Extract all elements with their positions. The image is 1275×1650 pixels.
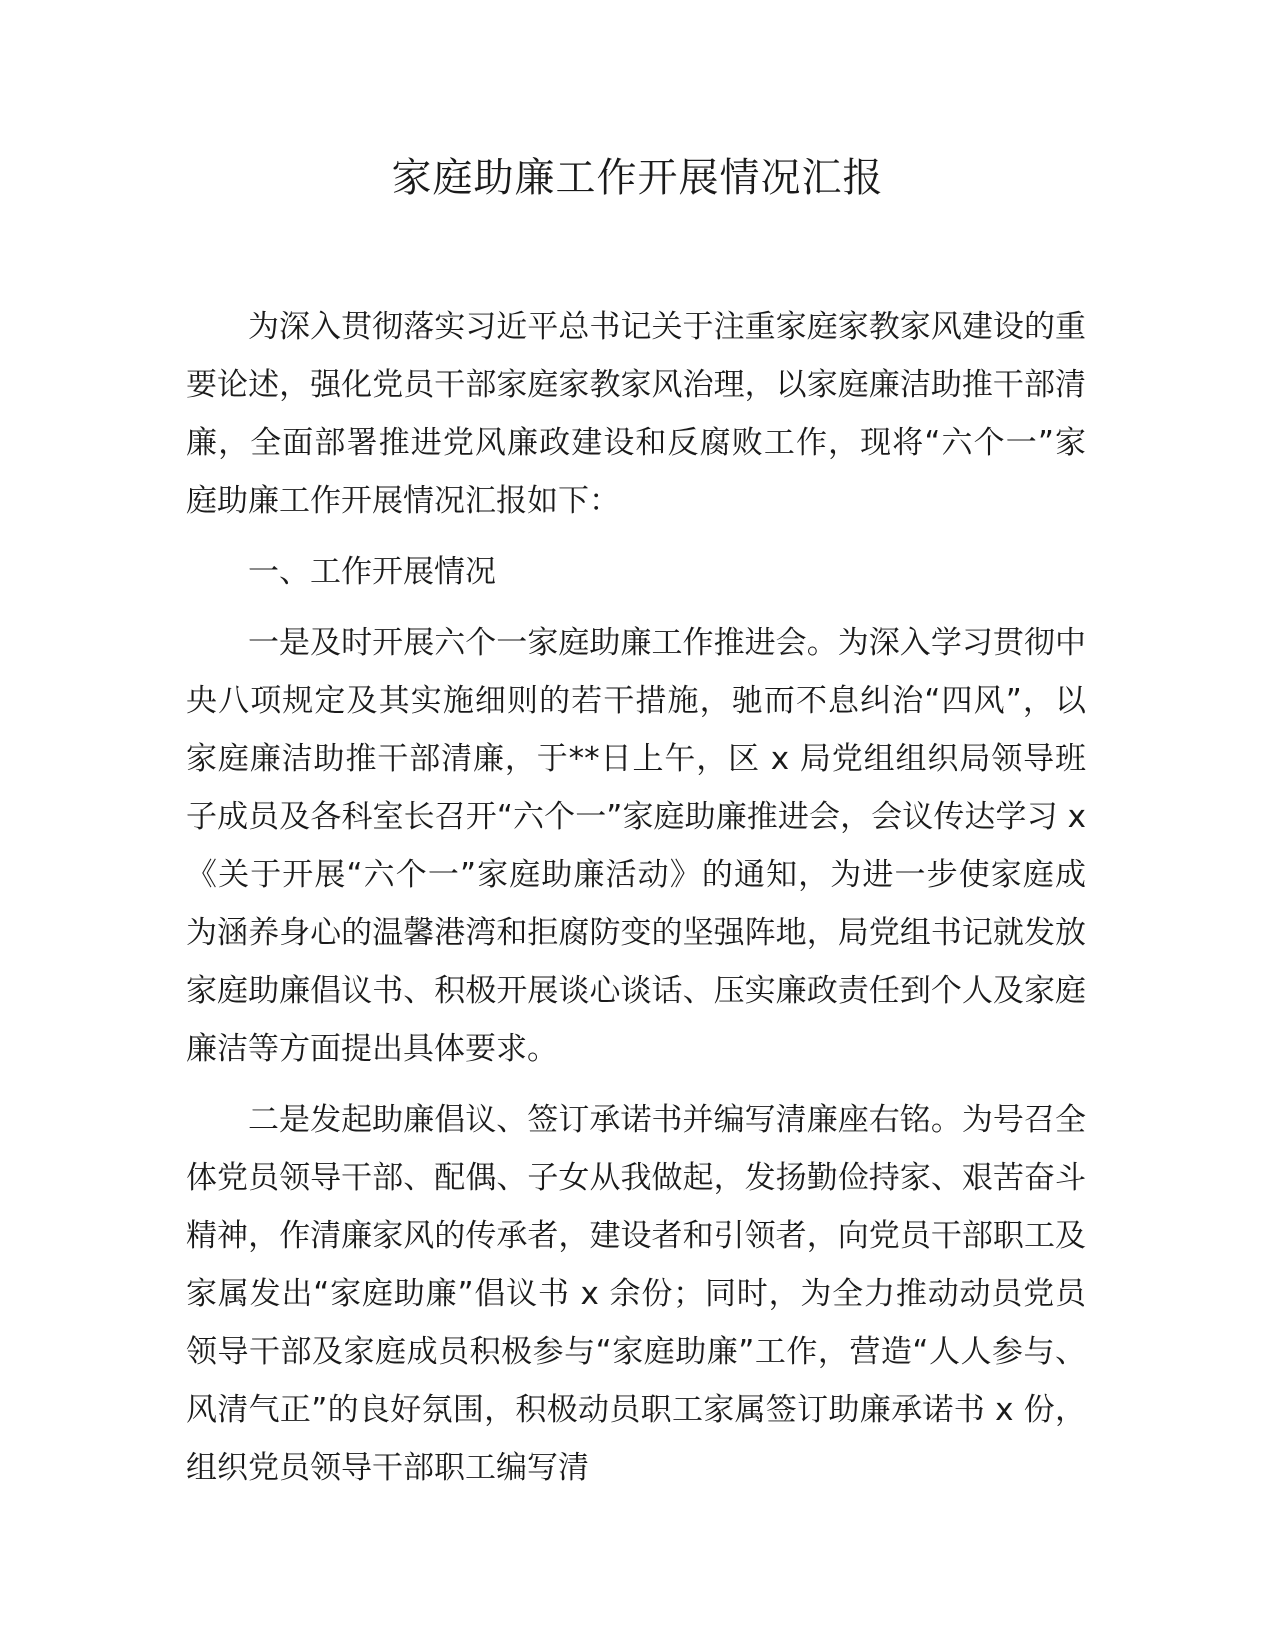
document-title: 家庭助廉工作开展情况汇报 xyxy=(391,155,884,201)
paragraph-1: 一是及时开展六个一家庭助廉工作推进会。为深入学习贯彻中央八项规定及其实施细则的若干措施，驰而不息纠治“四风”，以家庭廉洁助推干部清廉，于**日上午，区 x 局党组组织局领导班子成员及各科室长召开“六个一”家庭助廉推进会，会议传达学习 x《关于开展“六个一”家庭助廉活动》的通知，为进一步使家庭成为涵养身心的温馨港湾和拒腐防变的坚强阵地，局党组书记就发放家庭助廉倡议书、积极开展谈心谈话、压实廉政责任到个人及家庭廉洁等方面提出具体要求。 xyxy=(186,625,1086,1067)
section-heading-1: 一、工作开展情况 xyxy=(248,554,496,590)
intro-paragraph: 为深入贯彻落实习近平总书记关于注重家庭家教家风建设的重要论述，强化党员干部家庭家教家风治理，以家庭廉洁助推干部清廉，全面部署推进党风廉政建设和反腐败工作，现将“六个一”家庭助廉工作开展情况汇报如下： xyxy=(186,309,1086,519)
document-body xyxy=(186,298,1086,1497)
paragraph-2: 二是发起助廉倡议、签订承诺书并编写清廉座右铭。为号召全体党员领导干部、配偶、子女从我做起，发扬勤俭持家、艰苦奋斗精神，作清廉家风的传承者，建设者和引领者，向党员干部职工及家属发出“家庭助廉”倡议书 x 余份；同时，为全力推动动员党员领导干部及家庭成员积极参与“家庭助廉”工作，营造“人人参与、风清气正”的良好氛围，积极动员职工家属签订助廉承诺书 x 份，组织党员领导干部职工编写清 xyxy=(186,1102,1086,1486)
